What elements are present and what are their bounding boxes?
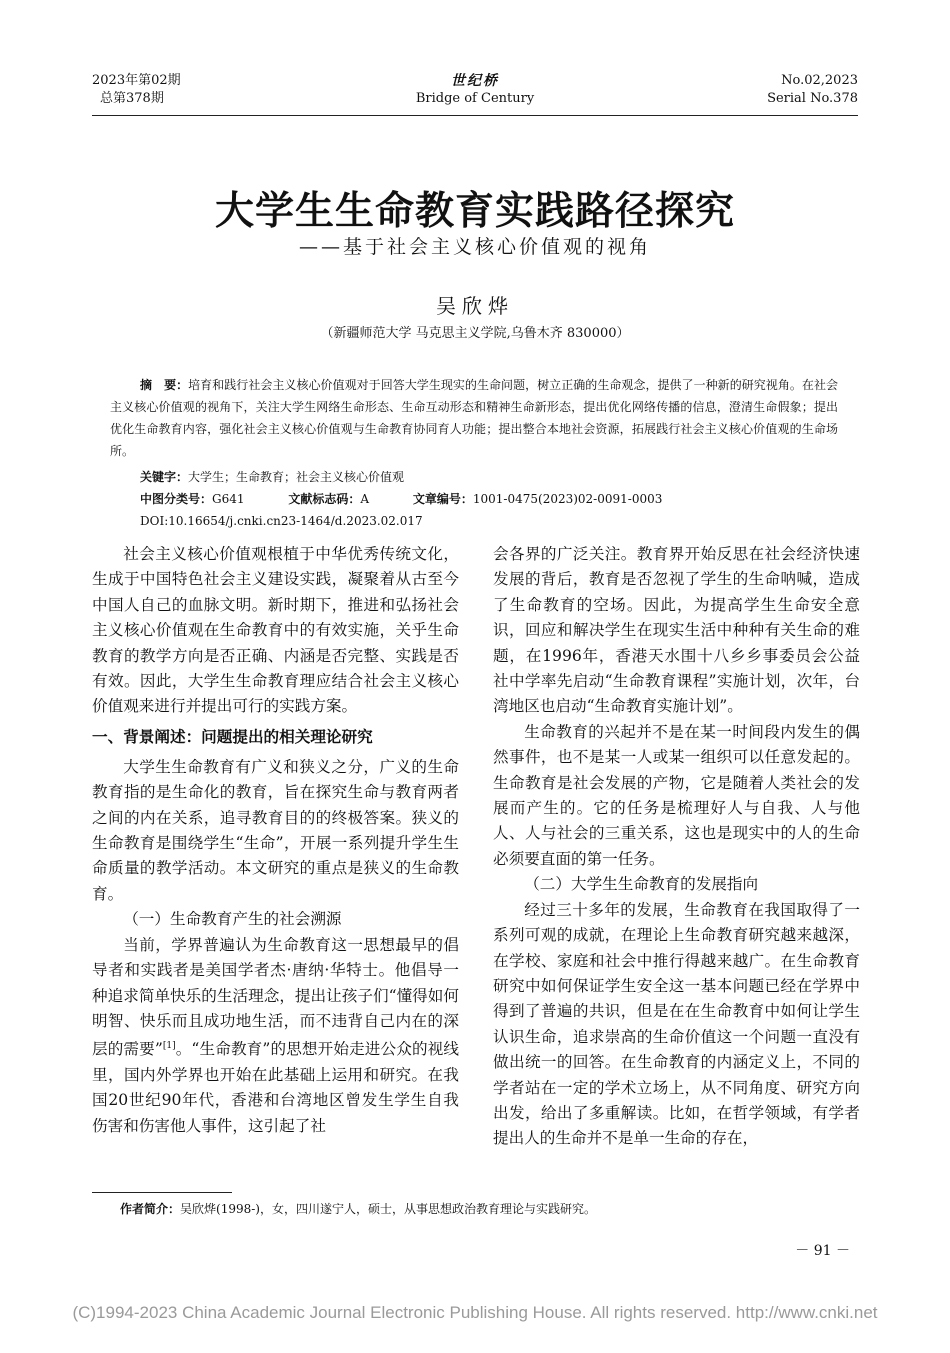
footnote-divider bbox=[92, 1192, 232, 1193]
article-number-value: 1001-0475(2023)02-0091-0003 bbox=[472, 492, 663, 506]
article-number-label: 文章编号： bbox=[412, 492, 473, 506]
paragraph bbox=[92, 933, 459, 1139]
paragraph: 经过三十多年的发展，生命教育在我国取得了一系列可观的成就，在理论上生命教育研究越来越深，在学校、家庭和社会中推行得越来越广。在生命教育研究中如何保证学生安全这一基本问题已经在学界中得到了普遍的共识，但是在在生命教育中如何让学生认识生命，追求崇高的生命价值这一个问题一直没有做出统一的回答。在生命教育的内涵定义上，不同的学者站在一定的学术立场上，从不同角度、研究方向出发，给出了多重解读。比如，在哲学领域，有学者提出人的生命并不是单一生命的存在， bbox=[493, 900, 860, 1148]
abstract-label: 摘 要： bbox=[140, 378, 189, 392]
clc-label: 中图分类号： bbox=[140, 492, 213, 506]
paragraph-text: 。“生命教育”的思想开始走进公众的视线里，国内外学界也开始在此基础上运用和研究。在我国20世纪90年代，香港和台湾地区曾发生学生自我伤害和伤害他人事件，这引起了社 bbox=[92, 1040, 459, 1135]
doc-code-value: A bbox=[360, 492, 370, 506]
citation-ref[interactable]: [1] bbox=[162, 1041, 176, 1052]
author-affiliation: （新疆师范大学 马克思主义学院,乌鲁木齐 830000） bbox=[320, 326, 630, 341]
classification-row bbox=[140, 489, 840, 509]
author-bio-footnote bbox=[120, 1200, 596, 1218]
doc-code-label: 文献标志码： bbox=[288, 492, 361, 506]
abstract-text: 培育和践行社会主义核心价值观对于回答大学生现实的生命问题，树立正确的生命观念，提供了一种新的研究视角。在社会主义核心价值观的视角下，关注大学生网络生命形态、生命互动形态和精神生命新形态，提出优化网络传播的信息，澄清生命假象；提出优化生命教育内容，强化社会主义核心价值观与生命教育协同育人功能；提出整合本地社会资源，拓展践行社会主义核心价值观的生命场所。 bbox=[110, 378, 838, 458]
total-issue-label: 总第378期 bbox=[100, 91, 164, 106]
journal-english-name: Bridge of Century bbox=[415, 91, 535, 106]
body-right-column bbox=[493, 542, 860, 1152]
doi[interactable]: DOI:10.16654/j.cnki.cn23-1464/d.2023.02.017 bbox=[140, 514, 423, 528]
keywords-label: 关键字： bbox=[140, 470, 189, 484]
subsection-heading: （一）生命教育产生的社会溯源 bbox=[123, 910, 342, 929]
header-divider bbox=[92, 115, 858, 116]
paragraph: 大学生生命教育有广义和狭义之分，广义的生命教育指的是生命化的教育，旨在探究生命与教育两者之间的内在关系，追寻教育目的的终极答案。狭义的生命教育是围绕学生“生命”，开展一系列提升学生生命质量的教学活动。本文研究的重点是狭义的生命教育。 bbox=[92, 757, 459, 903]
abstract bbox=[110, 374, 838, 462]
author-name: 吴欣烨 bbox=[436, 294, 514, 318]
serial-number: Serial No.378 bbox=[767, 91, 858, 106]
article-title: 大学生生命教育实践路径探究 bbox=[214, 189, 735, 234]
keywords bbox=[140, 467, 840, 487]
footnote-text: 吴欣烨(1998-)，女，四川遂宁人，硕士，从事思想政治教育理论与实践研究。 bbox=[180, 1202, 596, 1216]
article-subtitle: ——基于社会主义核心价值观的视角 bbox=[298, 236, 651, 258]
section-heading: 一、背景阐述：问题提出的相关理论研究 bbox=[92, 727, 373, 746]
page-number: － 91 － bbox=[795, 1243, 850, 1259]
header-right bbox=[767, 72, 858, 108]
journal-logo: 世纪桥 bbox=[451, 73, 499, 89]
issue-number: No.02,2023 bbox=[781, 73, 858, 88]
paragraph: 社会主义核心价值观根植于中华优秀传统文化，生成于中国特色社会主义建设实践，凝聚着从古至今中国人自己的血脉文明。新时期下，推进和弘扬社会主义核心价值观在生命教育中的有效实施，关乎生命教育的教学方向是否正确、内涵是否完整、实践是否有效。因此，大学生生命教育理应结合社会主义核心价值观来进行并提出可行的实践方案。 bbox=[92, 545, 459, 716]
keywords-text: 大学生；生命教育；社会主义核心价值观 bbox=[188, 470, 405, 484]
paragraph: 生命教育的兴起并不是在某一时间段内发生的偶然事件，也不是某一人或某一组织可以任意发起的。生命教育是社会发展的产物，它是随着人类社会的发展而产生的。它的任务是梳理好人与自我、人与他人、人与社会的三重关系，这也是现实中的人的生命必须要直面的第一任务。 bbox=[493, 722, 860, 868]
paragraph: 会各界的广泛关注。教育界开始反思在社会经济快速发展的背后，教育是否忽视了学生的生命呐喊，造成了生命教育的空场。因此，为提高学生生命安全意识，回应和解决学生在现实生活中种种有关生命的难题，在1996年，香港天水围十八乡乡事委员会公益社中学率先启动“生命教育课程”实施计划，次年，台湾地区也启动“生命教育实施计划”。 bbox=[493, 545, 860, 716]
footnote-label: 作者简介： bbox=[120, 1202, 181, 1216]
body-left-column bbox=[92, 542, 459, 1139]
paragraph-text: 当前，学界普遍认为生命教育这一思想最早的倡导者和实践者是美国学者杰·唐纳·华特士。他倡导一种追求简单快乐的生活理念，提出让孩子们“懂得如何明智、快乐而且成功地生活，而不违背自己内在的深层的需要” bbox=[92, 935, 459, 1059]
issue-label: 2023年第02期 bbox=[92, 73, 181, 88]
copyright-watermark: (C)1994-2023 China Academic Journal Electronic Publishing House. All rights reserved. http://www.cnki.net bbox=[72, 1303, 878, 1322]
subsection-heading: （二）大学生生命教育的发展指向 bbox=[524, 875, 759, 894]
clc-value: G641 bbox=[212, 492, 245, 506]
